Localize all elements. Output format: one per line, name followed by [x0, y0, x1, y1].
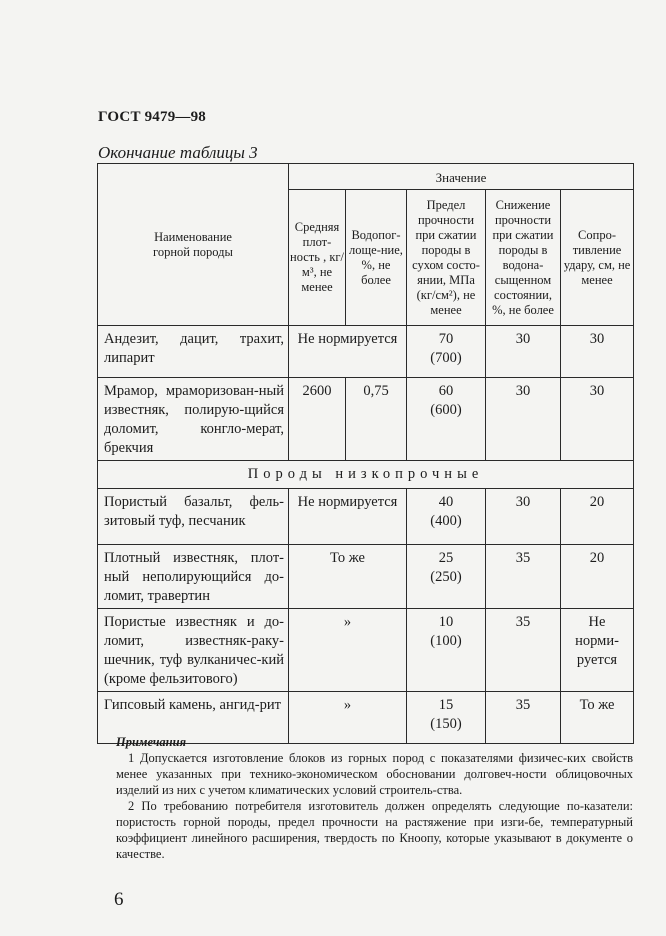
impact-value: То же — [561, 692, 634, 744]
strength-value: 60 (600) — [407, 378, 486, 461]
header-density: Средняя плот-ность , кг/м³, не менее — [289, 190, 346, 326]
impact-value: 30 — [561, 378, 634, 461]
reduction-value: 30 — [486, 326, 561, 378]
density-absorption-value: » — [289, 692, 407, 744]
impact-value: 20 — [561, 545, 634, 609]
rock-name: Гипсовый камень, ангид-рит — [98, 692, 289, 744]
section-title: Породы низкопрочные — [98, 461, 634, 489]
reduction-value: 30 — [486, 378, 561, 461]
strength-value: 15 (150) — [407, 692, 486, 744]
notes-title: Примечания — [116, 735, 187, 749]
density-absorption-value: То же — [289, 545, 407, 609]
header-impact: Сопро-тивление удару, см, не менее — [561, 190, 634, 326]
reduction-value: 30 — [486, 489, 561, 545]
header-value-group: Значение — [289, 164, 634, 190]
density-value: 2600 — [289, 378, 346, 461]
impact-value: 20 — [561, 489, 634, 545]
table-caption: Окончание таблицы 3 — [98, 143, 258, 162]
strength-value: 40 (400) — [407, 489, 486, 545]
rock-name: Андезит, дацит, трахит, липарит — [98, 326, 289, 378]
density-absorption-value: Не нормируется — [289, 326, 407, 378]
rock-name: Мрамор, мраморизован-ный известняк, полирую-щийся доломит, конгло-мерат, брекчия — [98, 378, 289, 461]
absorption-value: 0,75 — [346, 378, 407, 461]
table-row — [98, 545, 634, 609]
rock-name: Плотный известняк, плот-ный неполирующийся до-ломит, травертин — [98, 545, 289, 609]
rock-name: Пористый базальт, фель-зитовый туф, песчаник — [98, 489, 289, 545]
properties-table — [97, 163, 634, 744]
reduction-value: 35 — [486, 545, 561, 609]
standard-code: ГОСТ 9479—98 — [98, 109, 207, 125]
header-reduction: Снижение прочности при сжатии породы в водона-сыщенном состоянии, %, не более — [486, 190, 561, 326]
header-rock-name: Наименование горной породы — [98, 164, 289, 326]
section-row — [98, 461, 634, 489]
header-absorption: Водопог-лоще-ние, %, не более — [346, 190, 407, 326]
reduction-value: 35 — [486, 692, 561, 744]
table-header-row — [98, 164, 634, 190]
rock-name: Пористые известняк и до-ломит, известняк-раку-шечник, туф вулканичес-кий (кроме фельзитового) — [98, 609, 289, 692]
table-row — [98, 609, 634, 692]
page-number: 6 — [114, 889, 124, 910]
header-strength: Предел прочности при сжатии породы в сухом состо-янии, МПа (кг/см²), не менее — [407, 190, 486, 326]
notes — [116, 734, 633, 862]
strength-value: 10 (100) — [407, 609, 486, 692]
impact-value: 30 — [561, 326, 634, 378]
density-absorption-value: » — [289, 609, 407, 692]
strength-value: 70 (700) — [407, 326, 486, 378]
reduction-value: 35 — [486, 609, 561, 692]
note-1: 1 Допускается изготовление блоков из горных пород с показателями физичес-ких свойств менее указанных при технико-экономическом обосновании долговеч-ности облицовочных изделий из них с учетом климатических условий строитель-ства. — [116, 751, 633, 797]
table-row — [98, 489, 634, 545]
impact-value: Не норми-руется — [561, 609, 634, 692]
strength-value: 25 (250) — [407, 545, 486, 609]
note-2: 2 По требованию потребителя изготовитель должен определять следующие по-казатели: пористость горной породы, предел прочности на растяжение при изги-бе, температурный коэффициент линейного расширения, твердость по Кноопу, которые указывают в документе о качестве. — [116, 799, 633, 861]
table-row — [98, 378, 634, 461]
table-row — [98, 326, 634, 378]
density-absorption-value: Не нормируется — [289, 489, 407, 545]
